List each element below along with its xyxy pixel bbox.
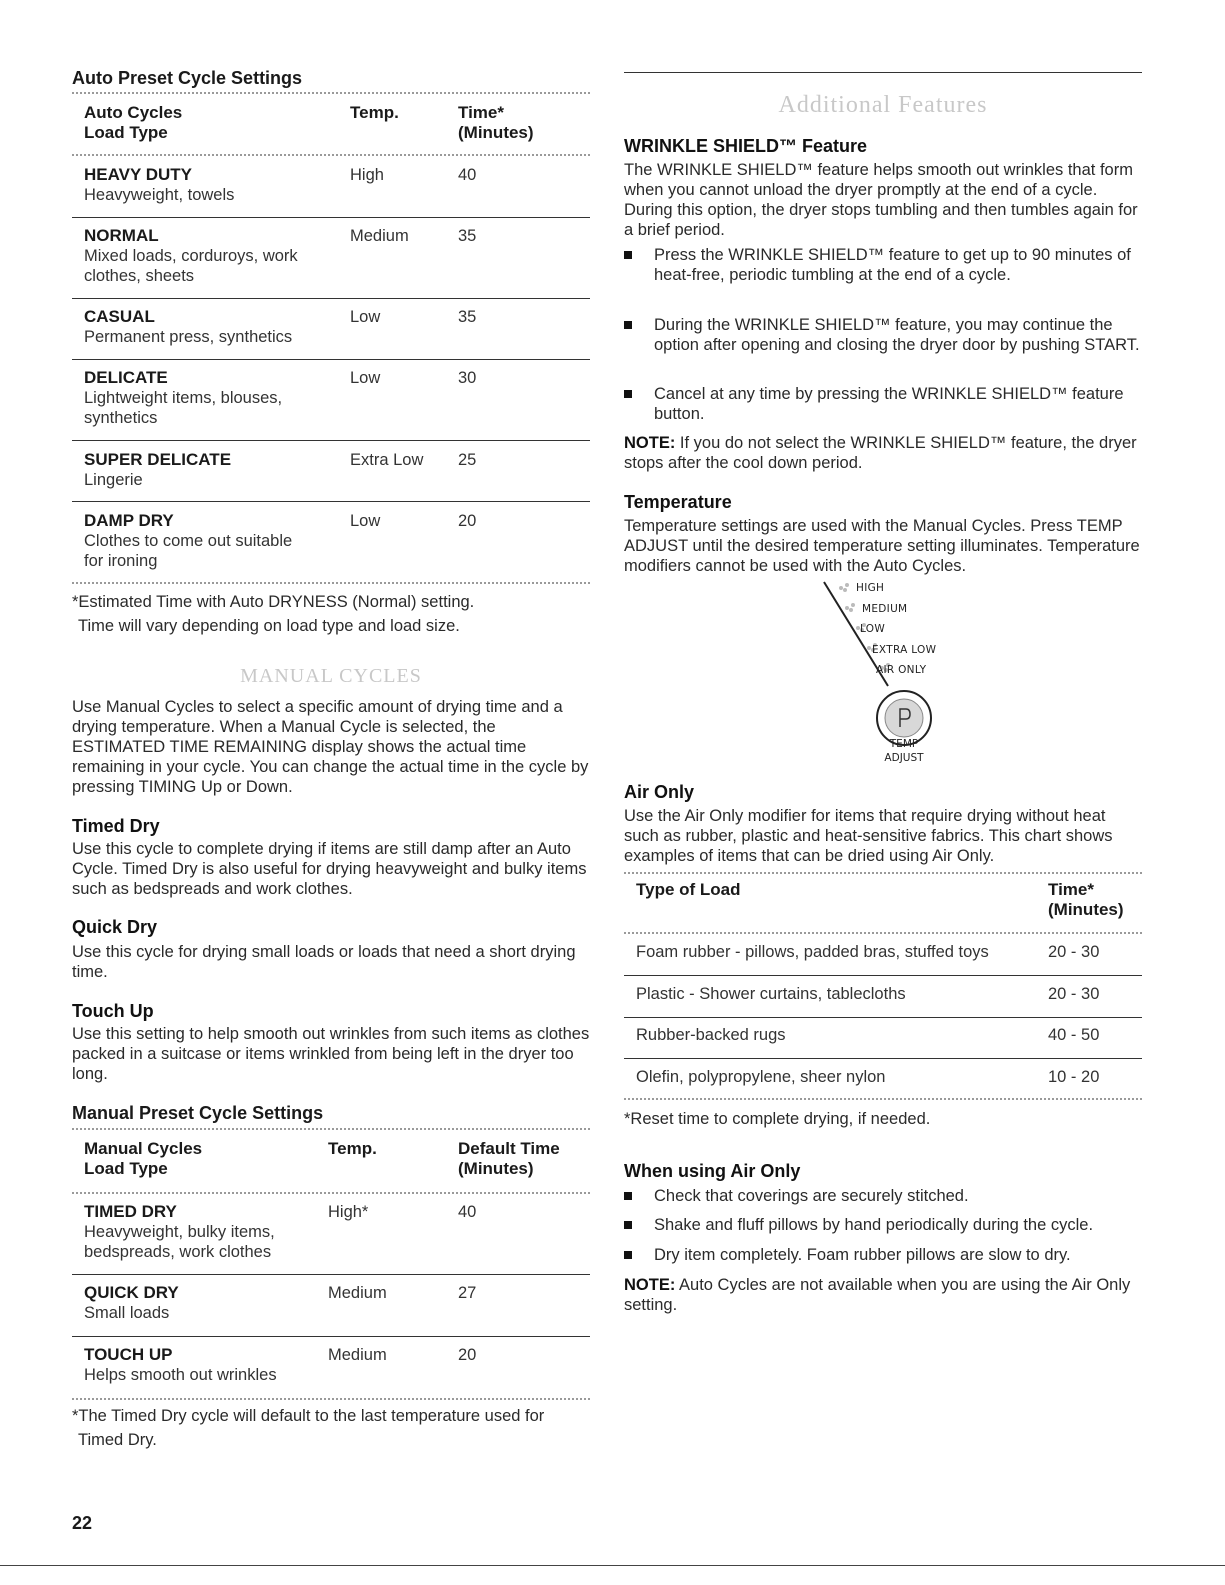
cycle-time: 30 [458,369,477,387]
divider [72,154,590,156]
divider [72,1398,590,1400]
cycle-name: CASUAL [84,307,155,326]
divider [72,92,590,94]
cycle-time: 27 [458,1284,477,1302]
header-time: Time* (Minutes) [458,103,534,142]
load-type: Rubber-backed rugs [636,1026,786,1044]
bullet-icon [624,1251,632,1259]
when-using-air-only-title: When using Air Only [624,1161,801,1181]
bullet-icon [624,390,632,398]
header-cycles: Manual Cycles Load Type [84,1139,203,1178]
divider [72,501,590,502]
divider [72,1336,590,1337]
cycle-temp: Medium [328,1284,387,1302]
divider [624,932,1142,934]
bullet-icon [624,1192,632,1200]
load-type: Foam rubber - pillows, padded bras, stuffed toys [636,943,989,961]
cycle-time: 40 [458,166,477,184]
manual-cycles-intro: Use Manual Cycles to select a specific amount of drying time and a drying temperature. When a Manual Cycle is selected, the ESTIMATED TIME REMAINING display shows the actual time remaining in your cycle. You can change the actual time in the cycle by pressing TIMING Up or Down. [72,698,589,796]
load-time: 10 - 20 [1048,1068,1100,1086]
divider [624,872,1142,874]
cycle-name: DELICATE [84,368,168,387]
divider [624,1058,1142,1059]
bullet-icon [624,321,632,329]
cycle-time: 40 [458,1203,477,1221]
bullet-icon [624,1221,632,1229]
load-type: Olefin, polypropylene, sheer nylon [636,1068,886,1086]
dial-levels: HIGH MEDIUM LOW EXTRA LOW AIR ONLY [856,582,937,676]
air-only-text: Use the Air Only modifier for items that require drying without heat such as rubber, plastic and heat-sensitive fabrics. This chart shows examples of items that can be dried using Air Only. [624,807,1113,865]
cycle-time: 35 [458,308,477,326]
auto-preset-title: Auto Preset Cycle Settings [72,68,303,88]
header-time: Default Time (Minutes) [458,1139,560,1178]
cycle-desc: Heavyweight, towels [84,186,235,204]
cycle-name: TOUCH UP [84,1345,173,1364]
cycle-temp: Low [350,369,381,387]
cycle-time: 20 [458,1346,477,1364]
cycle-temp: Extra Low [350,451,424,469]
divider [72,1274,590,1275]
cycle-desc: for ironing [84,552,158,570]
divider [624,72,1142,73]
cycle-desc: synthetics [84,409,158,427]
page-bottom-rule [0,1565,1225,1566]
timed-dry-title: Timed Dry [72,816,160,836]
cycle-temp: Low [350,512,381,530]
cycle-temp: Medium [328,1346,387,1364]
temperature-text: Temperature settings are used with the Manual Cycles. Press TEMP ADJUST until the desired temperature setting illuminates. Temperature modifiers cannot be used with the Auto Cycles. [624,517,1140,575]
cycle-desc: Small loads [84,1304,170,1322]
wrinkle-shield-text: The WRINKLE SHIELD™ feature helps smooth out wrinkles that form when you cannot unload the dryer promptly at the end of a cycle. During this option, the dryer stops tumbling and then tumbles again for a brief period. [624,161,1138,239]
cycle-temp: High* [328,1203,369,1221]
additional-features-heading: Additional Features [778,92,988,118]
cycle-time: 20 [458,512,477,530]
cycle-name: QUICK DRY [84,1283,179,1302]
quick-dry-text: Use this cycle for drying small loads or loads that need a short drying time. [72,943,576,981]
wrinkle-note: NOTE: If you do not select the WRINKLE SHIELD™ feature, the dryer stops after the cool down period. [624,434,1137,472]
header-time: Time* (Minutes) [1048,880,1124,919]
divider [72,582,590,584]
cycle-desc: Helps smooth out wrinkles [84,1366,277,1384]
cycle-desc: Lightweight items, blouses, [84,389,283,407]
dial-caption: TEMP ADJUST [884,738,924,764]
cycle-desc: Clothes to come out suitable [84,532,293,550]
cycle-desc: Heavyweight, bulky items, [84,1223,275,1241]
manual-cycles-heading: MANUAL CYCLES [240,665,422,687]
auto-footnote: *Estimated Time with Auto DRYNESS (Normal) setting. Time will vary depending on load type and load size. [72,593,475,635]
divider [72,1128,590,1130]
wrinkle-shield-title: WRINKLE SHIELD™ Feature [624,136,868,156]
cycle-desc: Lingerie [84,471,143,489]
divider [624,1017,1142,1018]
page-number: 22 [72,1513,93,1533]
touch-up-text: Use this setting to help smooth out wrinkles from such items as clothes packed in a suitcase or items wrinkled from being left in the dryer too long. [72,1025,590,1083]
temperature-title: Temperature [624,492,732,512]
divider [72,440,590,441]
header-load: Type of Load [636,880,741,899]
air-footnote: *Reset time to complete drying, if needed. [624,1110,931,1128]
air-only-title: Air Only [624,782,695,802]
temp-adjust-illustration [814,576,974,766]
cycle-temp: High [350,166,384,184]
cycle-desc: clothes, sheets [84,267,195,285]
cycle-name: NORMAL [84,226,159,245]
cycle-temp: Low [350,308,381,326]
divider [72,1192,590,1194]
cycle-name: TIMED DRY [84,1202,177,1221]
cycle-temp: Medium [350,227,409,245]
load-time: 20 - 30 [1048,943,1100,961]
quick-dry-title: Quick Dry [72,917,158,937]
manual-preset-title: Manual Preset Cycle Settings [72,1103,324,1123]
header-temp: Temp. [328,1139,377,1158]
cycle-time: 35 [458,227,477,245]
load-time: 20 - 30 [1048,985,1100,1003]
cycle-desc: Mixed loads, corduroys, work [84,247,298,265]
timed-dry-text: Use this cycle to complete drying if items are still damp after an Auto Cycle. Timed Dry is also useful for drying heavyweight and bulky items such as bedspreads and work clothes. [72,840,587,898]
bullet-icon [624,251,632,259]
cycle-time: 25 [458,451,477,469]
note-label: NOTE: [624,1276,676,1294]
note-label: NOTE: [624,434,676,452]
cycle-name: SUPER DELICATE [84,450,232,469]
cycle-name: DAMP DRY [84,511,174,530]
load-time: 40 - 50 [1048,1026,1100,1044]
divider [72,359,590,360]
divider [624,1098,1142,1100]
header-cycles: Auto Cycles Load Type [84,103,183,142]
divider [72,217,590,218]
divider [72,298,590,299]
manual-footnote: *The Timed Dry cycle will default to the last temperature used for Timed Dry. [72,1407,545,1449]
air-only-note: NOTE: Auto Cycles are not available when you are using the Air Only setting. [624,1276,1131,1314]
cycle-desc: Permanent press, synthetics [84,328,293,346]
cycle-name: HEAVY DUTY [84,165,193,184]
cycle-desc: bedspreads, work clothes [84,1243,272,1261]
header-temp: Temp. [350,103,399,122]
load-type: Plastic - Shower curtains, tablecloths [636,985,906,1003]
divider [624,975,1142,976]
touch-up-title: Touch Up [72,1001,154,1021]
